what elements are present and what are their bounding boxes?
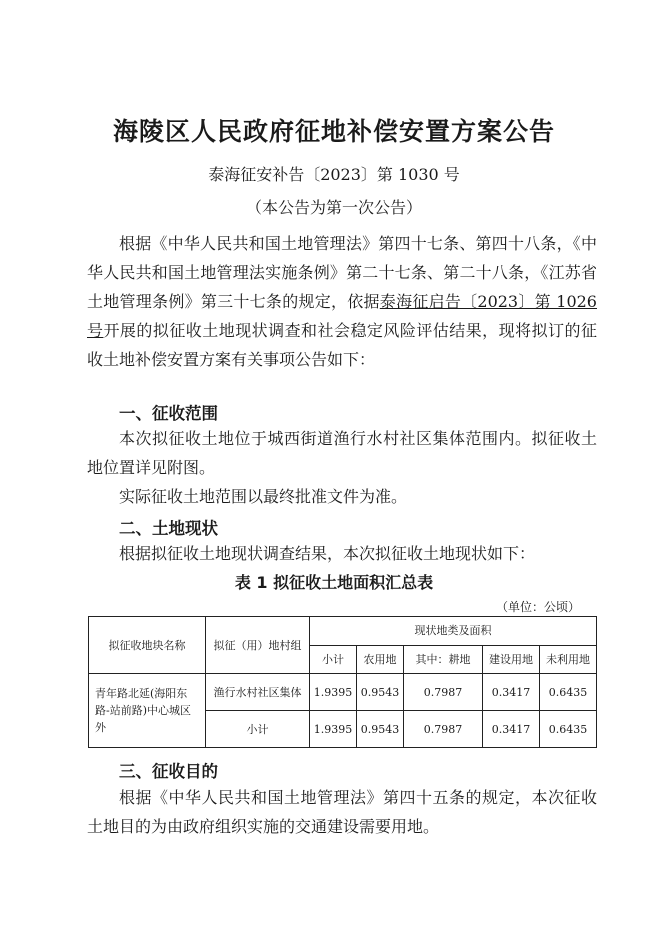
agricultural-cell: 0.9543 [357, 711, 404, 748]
section1-paragraph-2: 实际征收土地范围以最终批准文件为准。 [119, 487, 408, 506]
section3-paragraph-1: 根据《中华人民共和国土地管理法》第四十五条的规定，本次征收土地目的为由政府组织实施的交通建设需要用地。 [87, 788, 597, 836]
construction-cell: 0.3417 [483, 674, 540, 711]
table-title: 表 1 拟征收土地面积汇总表 [234, 573, 434, 592]
intro-paragraph [87, 229, 597, 374]
village-cell: 渔行水村社区集体 [206, 674, 310, 711]
header-parcel: 拟征收地块名称 [89, 617, 206, 674]
table-header-row [89, 617, 597, 646]
intro-text-2: 开展的拟征收土地现状调查和社会稳定风险评估结果，现将拟订的征收土地补偿安置方案有关事项公告如下： [87, 321, 597, 369]
header-unused: 未利用地 [540, 645, 597, 674]
table-unit: （单位：公顷） [495, 600, 580, 614]
village-cell: 小计 [206, 711, 310, 748]
arable-cell: 0.7987 [404, 674, 483, 711]
table-row [89, 674, 597, 711]
subtotal-cell: 1.9395 [310, 711, 357, 748]
section1-heading: 一、征收范围 [119, 404, 218, 423]
header-village: 拟征（用）地村组 [206, 617, 310, 674]
header-construction: 建设用地 [483, 645, 540, 674]
arable-cell: 0.7987 [404, 711, 483, 748]
page-title: 海陵区人民政府征地补偿安置方案公告 [112, 117, 555, 146]
header-agricultural: 农用地 [357, 645, 404, 674]
agricultural-cell: 0.9543 [357, 674, 404, 711]
section2-heading: 二、土地现状 [119, 519, 218, 538]
header-arable: 其中：耕地 [404, 645, 483, 674]
parcel-name-cell: 青年路北延(海阳东路-站前路)中心城区外 [89, 674, 206, 748]
document-number: 泰海征安补告〔2023〕第 1030 号 [208, 165, 460, 184]
section3-heading: 三、征收目的 [119, 762, 218, 781]
unused-cell: 0.6435 [540, 711, 597, 748]
header-land-type-group: 现状地类及面积 [310, 617, 597, 646]
header-subtotal: 小计 [310, 645, 357, 674]
intro-text-1: 根据《中华人民共和国土地管理法》第四十七条、第四十八条，《中华人民共和国土地管理法实施条例》第二十七条、第二十八条，《江苏省土地管理条例》第三十七条的规定，依据 [87, 234, 597, 311]
section2-paragraph-1: 根据拟征收土地现状调查结果，本次拟征收土地现状如下： [119, 544, 536, 563]
notice-type: （本公告为第一次公告） [245, 198, 422, 217]
subtotal-cell: 1.9395 [310, 674, 357, 711]
referenced-notice-link: 泰海征启告〔2023〕第 1026 号 [87, 292, 597, 340]
section1-paragraph-1: 本次拟征收土地位于城西街道渔行水村社区集体范围内。拟征收土地位置详见附图。 [87, 429, 597, 477]
unused-cell: 0.6435 [540, 674, 597, 711]
land-area-table [88, 616, 597, 748]
construction-cell: 0.3417 [483, 711, 540, 748]
